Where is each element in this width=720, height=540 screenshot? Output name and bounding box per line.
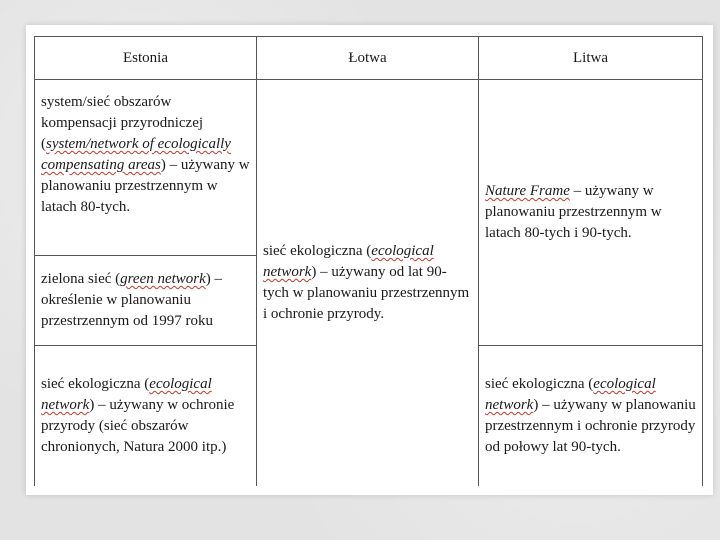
english-term: Nature Frame [485, 183, 570, 199]
cell-estonia-1: system/sieć obszarów kompensacji przyrodniczej (system/network of ecologically compensating areas) – używany w planowaniu przestrzennym w latach 80-tych. [35, 80, 257, 256]
cell-estonia-3: sieć ekologiczna (ecological network) – używany w ochronie przyrody (sieć obszarów chronionych, Natura 2000 itp.) [35, 346, 257, 486]
header-estonia: Estonia [35, 37, 257, 80]
english-term: ecological network [41, 375, 212, 413]
comparison-table [34, 36, 703, 486]
cell-latvia: sieć ekologiczna (ecological network) – używany od lat 90-tych w planowaniu przestrzennym i ochronie przyrody. [257, 80, 479, 486]
header-latvia: Łotwa [257, 37, 479, 80]
cell-lithuania-2: sieć ekologiczna (ecological network) – używany w planowaniu przestrzennym i ochronie przyrody od połowy lat 90-tych. [479, 346, 703, 486]
cell-estonia-2: zielona sieć (green network) – określenie w planowaniu przestrzennym od 1997 roku [35, 256, 257, 346]
cell-lithuania-1: Nature Frame – używany w planowaniu przestrzennym w latach 80-tych i 90-tych. [479, 80, 703, 346]
header-lithuania: Litwa [479, 37, 703, 80]
english-term: ecological network [485, 375, 656, 413]
english-term: green network [120, 271, 206, 287]
english-term: ecological network [263, 242, 434, 280]
english-term: system/network of ecologically compensating areas [41, 136, 231, 173]
table-row [35, 80, 703, 256]
header-row [35, 37, 703, 80]
